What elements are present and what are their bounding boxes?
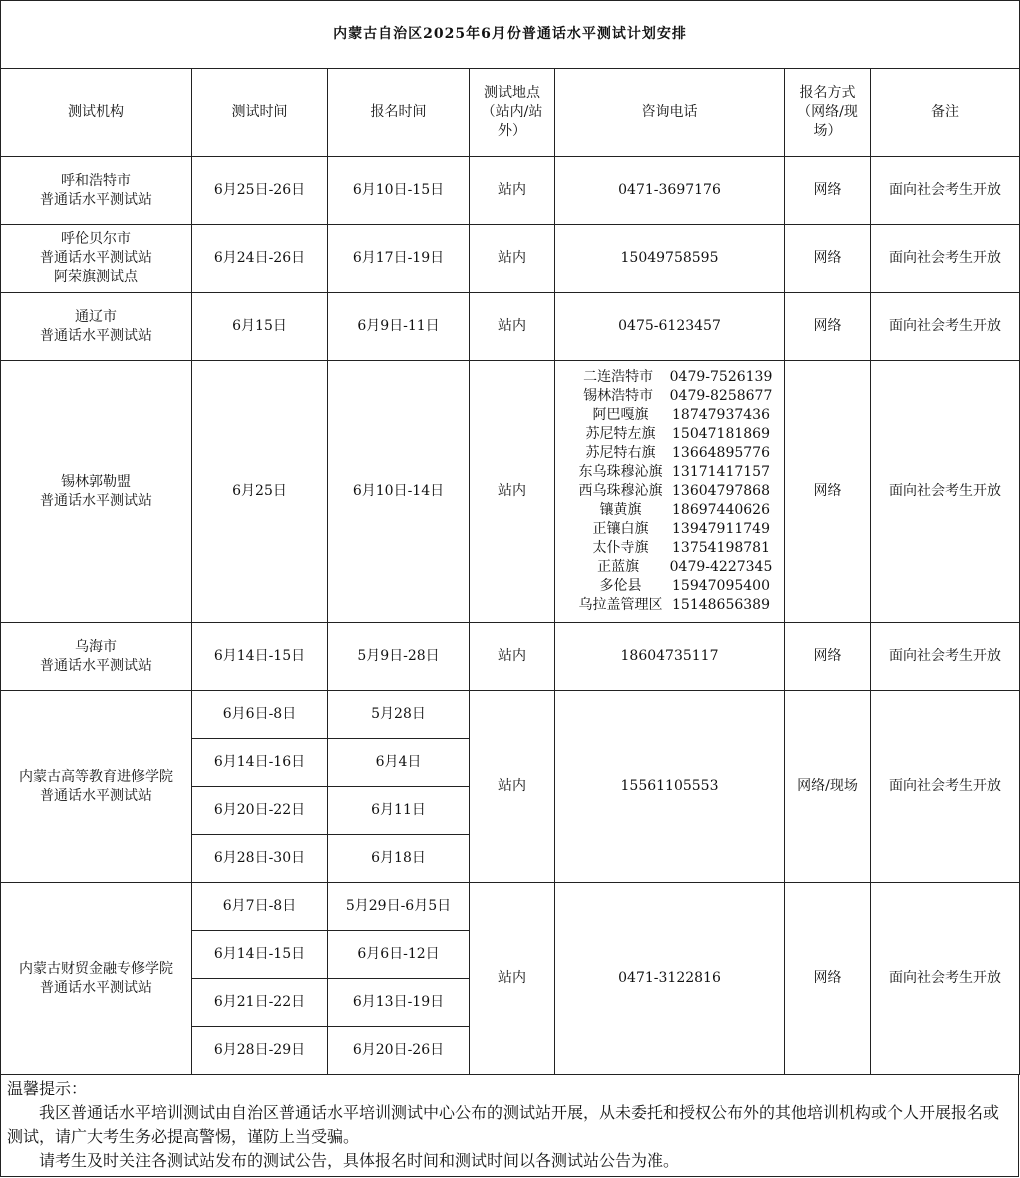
header-reg-time: 报名时间 (328, 69, 470, 157)
contact-line (555, 520, 784, 539)
org-line: 普通话水平测试站 (40, 492, 152, 509)
org-cell (1, 293, 192, 361)
contact-name: 乌拉盖管理区 (578, 597, 663, 613)
contact-line (555, 501, 784, 520)
table-row (1, 623, 1020, 691)
contact-name: 二连浩特市 (583, 369, 654, 385)
org-line: 普通话水平测试站 (40, 327, 152, 344)
reg-time-cell: 6月10日-15日 (328, 157, 470, 225)
contact-line (555, 558, 784, 577)
method-cell: 网络 (785, 293, 871, 361)
reg-time-cell: 5月9日-28日 (328, 623, 470, 691)
table-row (1, 225, 1020, 293)
method-cell: 网络/现场 (785, 691, 871, 883)
remark-cell: 面向社会考生开放 (871, 293, 1020, 361)
header-method-line: 场） (813, 123, 842, 139)
contact-phone: 15148656389 (672, 597, 770, 613)
location-cell: 站内 (470, 225, 555, 293)
contact-line (555, 368, 784, 387)
location-cell: 站内 (470, 883, 555, 1075)
org-line: 通辽市 (75, 308, 117, 325)
contact-name: 正镶白旗 (592, 521, 649, 537)
contact-line (555, 539, 784, 558)
header-method-line: 报名方式 (799, 85, 856, 101)
org-line: 呼伦贝尔市 (61, 231, 131, 247)
table-row (1, 293, 1020, 361)
contact-phone: 15947095400 (672, 578, 770, 594)
reg-time-cell: 6月13日-19日 (328, 979, 470, 1027)
reg-time-cell: 6月17日-19日 (328, 225, 470, 293)
test-time-cell: 6月28日-30日 (192, 835, 328, 883)
contact-name: 太仆寺旗 (592, 540, 649, 556)
notice-paragraph: 我区普通话水平培训测试由自治区普通话水平培训测试中心公布的测试站开展，从未委托和授权公布外的其他培训机构或个人开展报名或测试，请广大考生务必提高警惕，谨防上当受骗。 (7, 1103, 1000, 1146)
location-cell: 站内 (470, 361, 555, 623)
method-cell: 网络 (785, 225, 871, 293)
org-cell (1, 225, 192, 293)
contact-phone: 15047181869 (672, 426, 770, 442)
contact-line (555, 444, 784, 463)
reg-time-cell: 6月4日 (328, 739, 470, 787)
header-test-time: 测试时间 (192, 69, 328, 157)
remark-cell: 面向社会考生开放 (871, 361, 1020, 623)
notice-paragraph: 请考生及时关注各测试站发布的测试公告，具体报名时间和测试时间以各测试站公告为准。 (39, 1151, 680, 1170)
org-cell (1, 361, 192, 623)
contact-line (555, 406, 784, 425)
contact-phone: 0479-8258677 (669, 388, 773, 404)
notice-title: 温馨提示： (7, 1079, 88, 1098)
test-time-cell: 6月25日-26日 (192, 157, 328, 225)
phone-cell: 15561105553 (555, 691, 785, 883)
contact-name: 东乌珠穆沁旗 (578, 464, 663, 480)
org-cell (1, 691, 192, 883)
org-line: 普通话水平测试站 (40, 191, 152, 208)
test-time-cell: 6月14日-15日 (192, 623, 328, 691)
contact-name: 阿巴嘎旗 (592, 407, 649, 423)
header-location-line: 外） (498, 123, 526, 139)
test-time-cell: 6月15日 (192, 293, 328, 361)
contact-phone: 13754198781 (672, 540, 770, 556)
org-line: 呼和浩特市 (61, 172, 131, 189)
phone-cell: 0471-3122816 (555, 883, 785, 1075)
contact-phone: 13664895776 (672, 445, 770, 461)
header-row (1, 69, 1020, 157)
org-line: 锡林郭勒盟 (61, 473, 131, 490)
org-line: 普通话水平测试站 (40, 787, 152, 804)
contact-line (555, 596, 784, 615)
table-row (1, 691, 1020, 739)
reg-time-cell: 6月20日-26日 (328, 1027, 470, 1075)
contact-line (555, 463, 784, 482)
header-location-line: 测试地点 (484, 85, 540, 101)
contact-name: 镶黄旗 (599, 502, 642, 518)
header-reg-method (785, 69, 871, 157)
org-line: 普通话水平测试站 (40, 979, 152, 996)
method-cell: 网络 (785, 157, 871, 225)
remark-cell: 面向社会考生开放 (871, 225, 1020, 293)
reg-time-cell: 6月10日-14日 (328, 361, 470, 623)
test-time-cell: 6月7日-8日 (192, 883, 328, 931)
location-cell: 站内 (470, 157, 555, 225)
remark-cell: 面向社会考生开放 (871, 883, 1020, 1075)
test-time-cell: 6月14日-16日 (192, 739, 328, 787)
contact-phone: 0479-4227345 (669, 559, 773, 575)
reg-time-cell: 5月28日 (328, 691, 470, 739)
test-time-cell: 6月21日-22日 (192, 979, 328, 1027)
contact-phone: 18697440626 (672, 502, 770, 518)
method-cell: 网络 (785, 623, 871, 691)
contact-phone: 18747937436 (672, 407, 770, 423)
org-cell (1, 623, 192, 691)
contact-phone: 0479-7526139 (669, 369, 773, 385)
remark-cell: 面向社会考生开放 (871, 157, 1020, 225)
contact-line (555, 482, 784, 501)
test-time-cell: 6月6日-8日 (192, 691, 328, 739)
contact-name: 苏尼特右旗 (585, 445, 656, 461)
org-line: 普通话水平测试站 (40, 250, 152, 266)
contact-name: 正蓝旗 (597, 559, 640, 575)
test-time-cell: 6月25日 (192, 361, 328, 623)
contacts-cell (555, 361, 785, 623)
contact-phone: 13947911749 (672, 521, 770, 537)
phone-cell: 0475-6123457 (555, 293, 785, 361)
contact-line (555, 577, 784, 596)
location-cell: 站内 (470, 623, 555, 691)
contact-line (555, 387, 784, 406)
org-cell (1, 883, 192, 1075)
phone-cell: 18604735117 (555, 623, 785, 691)
reg-time-cell: 6月6日-12日 (328, 931, 470, 979)
phone-cell: 0471-3697176 (555, 157, 785, 225)
method-cell: 网络 (785, 883, 871, 1075)
page-title: 内蒙古自治区2025年6月份普通话水平测试计划安排 (1, 1, 1020, 69)
table-row (1, 883, 1020, 931)
org-line: 乌海市 (75, 638, 117, 655)
test-time-cell: 6月20日-22日 (192, 787, 328, 835)
header-location-line: （站内/站 (481, 104, 543, 120)
remark-cell: 面向社会考生开放 (871, 691, 1020, 883)
table-row (1, 157, 1020, 225)
contact-name: 西乌珠穆沁旗 (578, 483, 663, 499)
header-location (470, 69, 555, 157)
org-cell (1, 157, 192, 225)
contact-name: 锡林浩特市 (583, 388, 654, 404)
header-method-line: （网络/现 (797, 104, 858, 120)
reg-time-cell: 5月29日-6月5日 (328, 883, 470, 931)
header-remark: 备注 (871, 69, 1020, 157)
location-cell: 站内 (470, 293, 555, 361)
method-cell: 网络 (785, 361, 871, 623)
org-line: 阿荣旗测试点 (54, 269, 138, 285)
remark-cell: 面向社会考生开放 (871, 623, 1020, 691)
org-line: 内蒙古高等教育进修学院 (19, 768, 173, 785)
contact-phone: 13171417157 (672, 464, 770, 480)
test-time-cell: 6月28日-29日 (192, 1027, 328, 1075)
contact-line (555, 425, 784, 444)
header-org: 测试机构 (1, 69, 192, 157)
org-line: 普通话水平测试站 (40, 657, 152, 674)
test-time-cell: 6月14日-15日 (192, 931, 328, 979)
table-row (1, 361, 1020, 623)
reg-time-cell: 6月11日 (328, 787, 470, 835)
org-line: 内蒙古财贸金融专修学院 (19, 960, 173, 977)
reg-time-cell: 6月9日-11日 (328, 293, 470, 361)
test-time-cell: 6月24日-26日 (192, 225, 328, 293)
contact-name: 多伦县 (599, 578, 642, 594)
contact-name: 苏尼特左旗 (585, 426, 656, 442)
notice-section (0, 1074, 1019, 1177)
header-phone: 咨询电话 (555, 69, 785, 157)
contact-phone: 13604797868 (672, 483, 770, 499)
location-cell: 站内 (470, 691, 555, 883)
phone-cell: 15049758595 (555, 225, 785, 293)
reg-time-cell: 6月18日 (328, 835, 470, 883)
